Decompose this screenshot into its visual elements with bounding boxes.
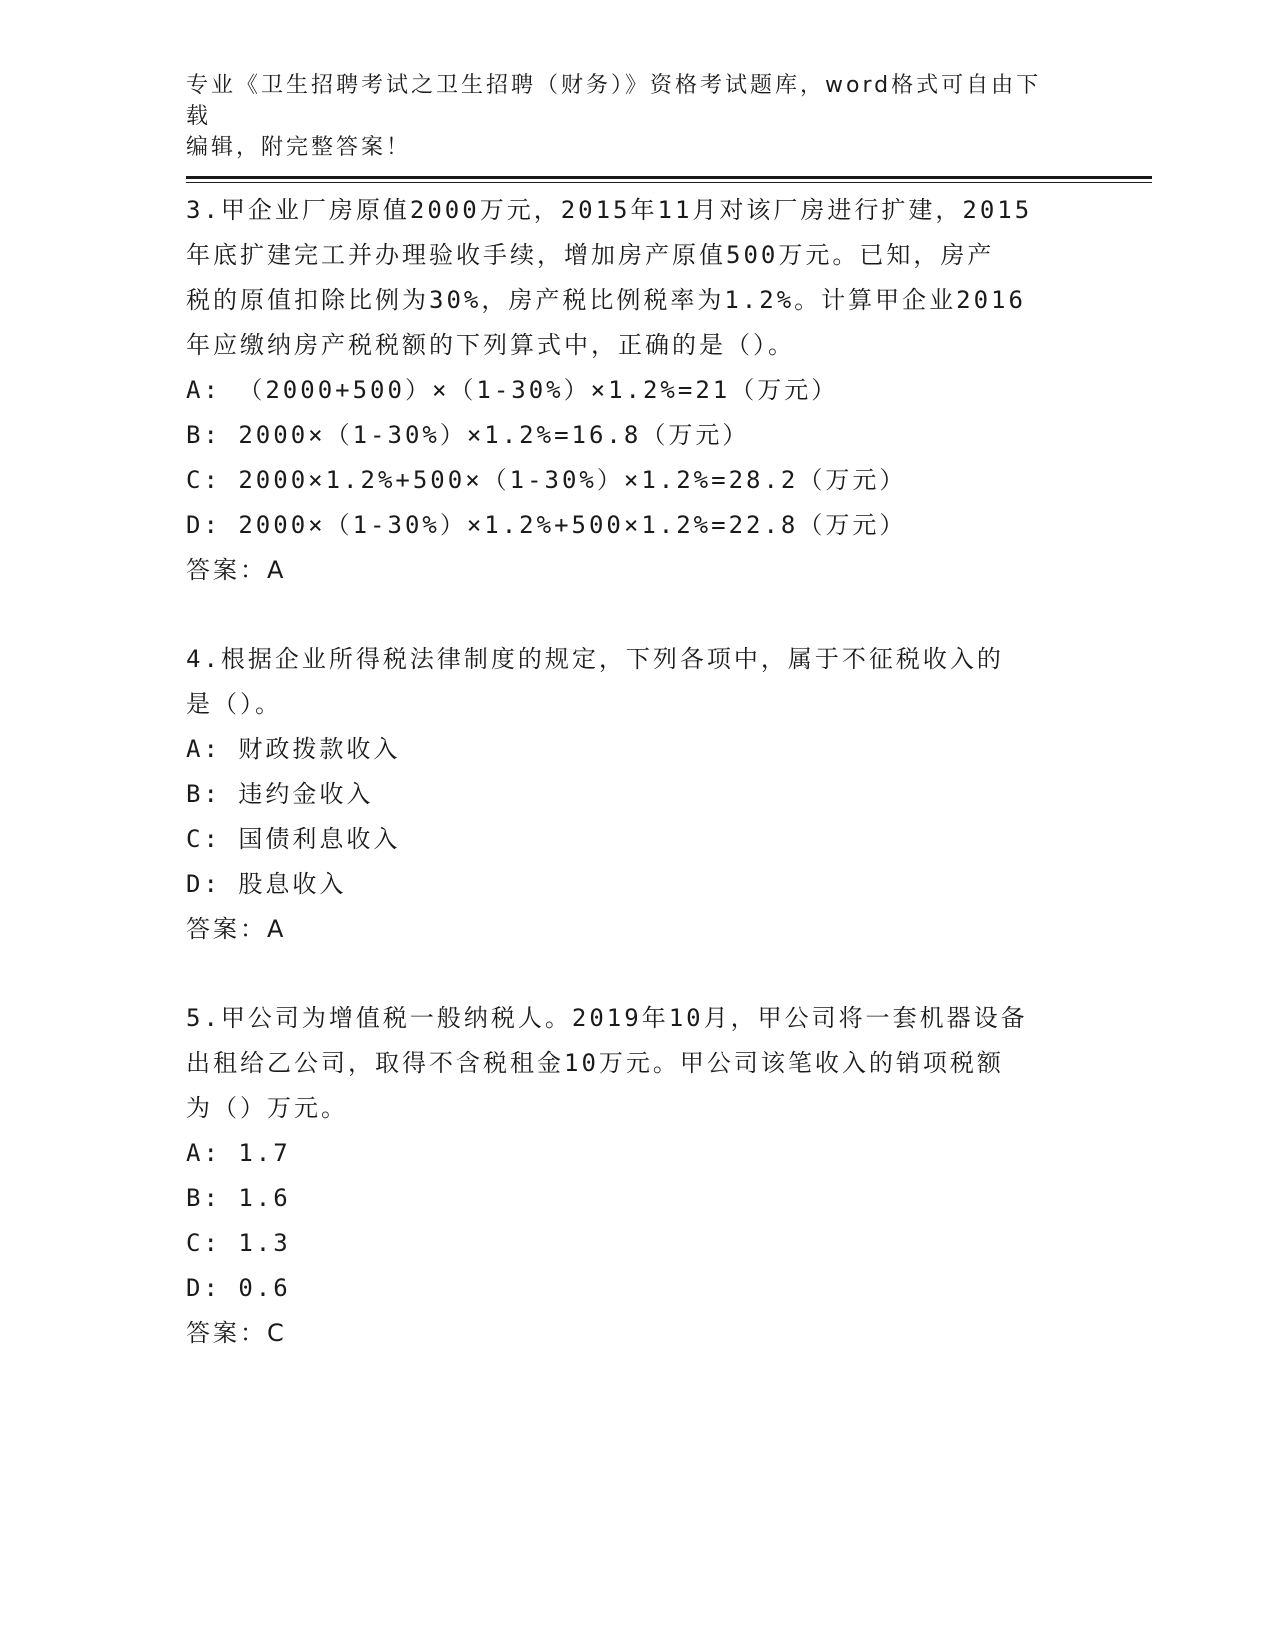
question-4-stem-line-1: 4.根据企业所得税法律制度的规定，下列各项中，属于不征税收入的 [186, 645, 1004, 673]
question-3-option-a: A: （2000+500）×（1-30%）×1.2%=21（万元） [186, 376, 839, 404]
header-line-2: 编辑，附完整答案！ [186, 135, 412, 160]
question-4-stem-line-2: 是（）。 [186, 690, 282, 718]
header-line-1: 专业《卫生招聘考试之卫生招聘（财务）》资格考试题库，word格式可自由下载 [186, 73, 1042, 129]
header-divider-thick [186, 176, 1152, 179]
question-4 [186, 637, 1086, 952]
document-header [186, 70, 1066, 163]
question-4-option-b: B: 违约金收入 [186, 780, 374, 808]
question-3-stem-line-2: 年底扩建完工并办理验收手续，增加房产原值500万元。已知，房产 [186, 241, 995, 269]
question-3-option-b: B: 2000×（1-30%）×1.2%=16.8（万元） [186, 421, 750, 449]
spacer [186, 952, 1086, 996]
question-4-option-d: D: 股息收入 [186, 870, 347, 898]
spacer [186, 593, 1086, 637]
question-5-stem-line-1: 5.甲公司为增值税一般纳税人。2019年10月，甲公司将一套机器设备 [186, 1004, 1028, 1032]
question-3-answer: 答案：A [186, 556, 287, 584]
question-3-stem-line-1: 3.甲企业厂房原值2000万元，2015年11月对该厂房进行扩建，2015 [186, 196, 1033, 224]
question-5-option-a: A: 1.7 [186, 1139, 291, 1167]
question-5-answer: 答案：C [186, 1319, 287, 1347]
header-divider-thin [186, 182, 1152, 183]
question-5-option-c: C: 1.3 [186, 1229, 291, 1257]
question-5 [186, 996, 1086, 1356]
question-3-option-c: C: 2000×1.2%+500×（1-30%）×1.2%=28.2（万元） [186, 466, 907, 494]
question-list [186, 188, 1086, 1356]
question-4-option-a: A: 财政拨款收入 [186, 735, 401, 763]
question-3-stem-line-3: 税的原值扣除比例为30%，房产税比例税率为1.2%。计算甲企业2016 [186, 286, 1026, 314]
question-5-stem-line-2: 出租给乙公司，取得不含税租金10万元。甲公司该笔收入的销项税额 [186, 1049, 1004, 1077]
question-5-option-d: D: 0.6 [186, 1274, 291, 1302]
question-3 [186, 188, 1086, 593]
question-4-option-c: C: 国债利息收入 [186, 825, 401, 853]
question-3-stem-line-4: 年应缴纳房产税税额的下列算式中，正确的是（）。 [186, 331, 795, 359]
question-5-stem-line-3: 为（）万元。 [186, 1094, 348, 1122]
question-5-option-b: B: 1.6 [186, 1184, 291, 1212]
question-4-answer: 答案：A [186, 915, 287, 943]
question-3-option-d: D: 2000×（1-30%）×1.2%+500×1.2%=22.8（万元） [186, 511, 907, 539]
